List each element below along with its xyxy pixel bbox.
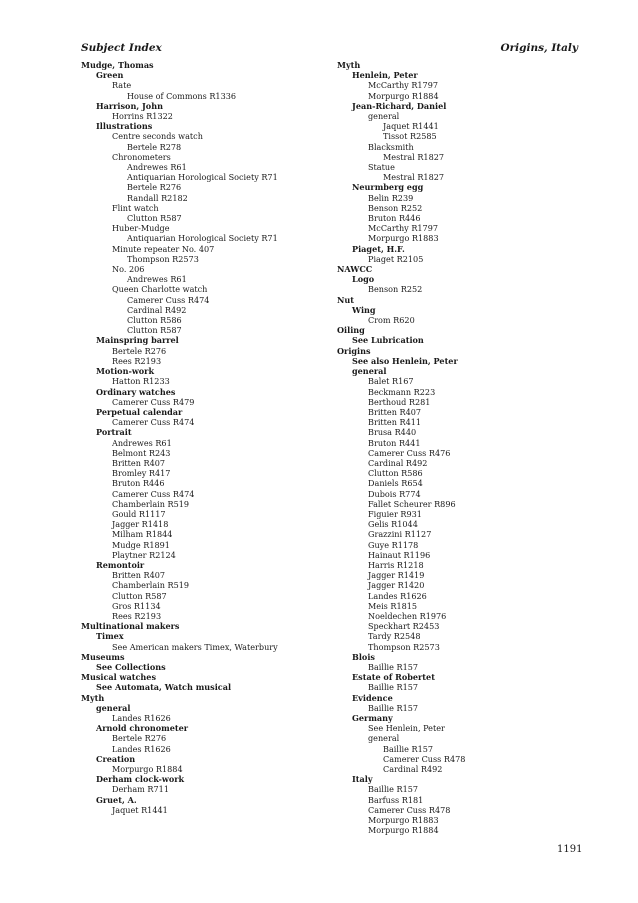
index-entry: See Henlein, Peter — [368, 723, 445, 734]
index-entry: Speckhart R2453 — [368, 621, 440, 632]
index-entry: Belin R239 — [368, 192, 414, 203]
index-heading: Ordinary watches — [96, 386, 176, 397]
index-entry: Baillie R157 — [368, 702, 419, 713]
index-heading: Multinational makers — [81, 621, 180, 632]
index-entry: Chamberlain R519 — [112, 580, 190, 591]
index-heading: See Automata, Watch musical — [96, 682, 232, 693]
index-heading: Harrison, John — [96, 100, 163, 111]
index-entry: Meis R1815 — [368, 600, 418, 611]
index-entry: Gelis R1044 — [368, 519, 418, 530]
index-entry: Clutton R587 — [112, 590, 167, 601]
index-entry: Randall R2182 — [127, 192, 188, 203]
index-entry: Belmont R243 — [112, 447, 171, 458]
index-entry: Harris R1218 — [368, 559, 424, 570]
index-entry: Cardinal R492 — [383, 764, 443, 775]
index-entry: Barfuss R181 — [368, 794, 424, 805]
index-entry: Thompson R2573 — [368, 641, 440, 652]
index-entry: Statue — [368, 162, 395, 173]
index-entry: Chamberlain R519 — [112, 498, 190, 509]
index-entry: Queen Charlotte watch — [112, 284, 208, 295]
index-entry: Antiquarian Horological Society R71 — [127, 233, 278, 244]
index-heading: Remontoir — [96, 559, 145, 570]
index-entry: Guye R1178 — [368, 539, 419, 550]
index-heading: Myth — [337, 60, 361, 70]
index-entry: Tissot R2585 — [383, 131, 437, 142]
index-entry: Bertele R276 — [127, 182, 182, 193]
index-entry: Hainaut R1196 — [368, 549, 431, 560]
index-entry: Bruton R441 — [368, 437, 421, 448]
index-heading: See Collections — [96, 661, 166, 672]
index-entry: Baillie R157 — [368, 661, 419, 672]
index-entry: Baillie R157 — [383, 743, 434, 754]
index-heading: Evidence — [352, 692, 393, 703]
index-entry: Balet R167 — [368, 376, 414, 387]
index-entry: McCarthy R1797 — [368, 80, 439, 91]
index-entry: Beckmann R223 — [368, 386, 436, 397]
index-heading: Timex — [96, 631, 124, 642]
index-entry: Bertele R278 — [127, 141, 182, 152]
index-heading: general — [352, 366, 387, 377]
index-entry: Mudge R1891 — [112, 539, 170, 550]
index-entry: Clutton R586 — [127, 315, 182, 326]
index-heading: Green — [96, 70, 124, 81]
index-entry: Antiquarian Horological Society R71 — [127, 172, 278, 183]
index-entry: Camerer Cuss R474 — [112, 488, 195, 499]
index-heading: general — [96, 702, 131, 713]
index-entry: Morpurgo R1884 — [368, 90, 439, 101]
index-entry: Morpurgo R1883 — [368, 233, 439, 244]
index-entry: Mestral R1827 — [383, 151, 445, 162]
index-heading: Arnold chronometer — [96, 723, 189, 734]
index-entry: Blacksmith — [368, 141, 414, 152]
index-entry: Berthoud R281 — [368, 396, 431, 407]
index-entry: Landes R1626 — [112, 713, 171, 723]
index-heading: See Lubrication — [352, 335, 424, 346]
index-entry: Daniels R654 — [368, 478, 423, 489]
index-entry: Bruton R446 — [112, 478, 165, 489]
index-heading: Museums — [81, 651, 125, 662]
index-entry: Jagger R1419 — [368, 570, 425, 581]
index-entry: Clutton R587 — [127, 213, 182, 224]
index-heading: Motion-work — [96, 366, 155, 377]
index-entry: Rees R2193 — [112, 355, 162, 366]
index-heading: See also Henlein, Peter — [352, 355, 458, 366]
index-heading: Estate of Robertet — [352, 672, 435, 683]
index-entry: Camerer Cuss R479 — [112, 396, 195, 407]
index-heading: Perpetual calendar — [96, 406, 183, 417]
index-entry: Gros R1134 — [112, 600, 161, 611]
index-entry: Morpurgo R1883 — [368, 815, 439, 826]
index-column-right — [337, 60, 587, 835]
index-entry: Piaget R2105 — [368, 253, 424, 264]
index-entry: Centre seconds watch — [112, 131, 203, 142]
running-header-right: Origins, Italy — [500, 42, 578, 54]
index-entry: Horrins R1322 — [112, 111, 173, 122]
index-entry: Mestral R1827 — [383, 172, 445, 183]
index-entry: See American makers Timex, Waterbury — [112, 641, 278, 652]
index-entry: Clutton R587 — [127, 325, 182, 336]
index-entry: Britten R407 — [112, 570, 166, 581]
index-entry: Camerer Cuss R478 — [383, 753, 466, 764]
index-entry: Jagger R1420 — [368, 580, 425, 591]
index-heading: Henlein, Peter — [352, 70, 418, 81]
index-entry: Rees R2193 — [112, 610, 162, 621]
index-entry: Landes R1626 — [112, 743, 171, 754]
index-heading: Piaget, H.F. — [352, 243, 405, 254]
index-entry: Jaquet R1441 — [383, 121, 439, 132]
index-heading: Musical watches — [81, 672, 157, 683]
index-heading: Gruet, A. — [96, 794, 137, 805]
index-entry: Gould R1117 — [112, 508, 166, 519]
index-entry: general — [368, 733, 400, 744]
index-entry: Hatton R1233 — [112, 376, 170, 387]
page-number: 1191 — [557, 844, 583, 855]
index-heading: Italy — [352, 774, 373, 785]
index-entry: Minute repeater No. 407 — [112, 243, 215, 254]
index-entry: Huber-Mudge — [112, 223, 170, 234]
index-entry: Rate — [112, 80, 132, 91]
index-column-left — [81, 60, 331, 815]
index-entry: Thompson R2573 — [127, 253, 199, 264]
index-entry: Britten R407 — [112, 457, 166, 468]
index-entry: Playtner R2124 — [112, 549, 176, 560]
index-heading: Illustrations — [96, 121, 153, 132]
index-heading: Oiling — [337, 325, 365, 336]
index-entry: Fallet Scheurer R896 — [368, 498, 456, 509]
index-heading: Blois — [352, 651, 375, 662]
index-heading: Portrait — [96, 427, 132, 438]
index-entry: Britten R407 — [368, 406, 422, 417]
index-entry: Andrewes R61 — [112, 437, 172, 448]
index-heading: Wing — [352, 304, 376, 315]
index-heading: Nut — [337, 294, 355, 305]
index-entry: Cardinal R492 — [368, 457, 428, 468]
index-heading: Germany — [352, 713, 393, 723]
index-entry: Bertele R276 — [112, 345, 167, 356]
index-entry: McCarthy R1797 — [368, 223, 439, 234]
index-entry: Derham R711 — [112, 784, 169, 795]
index-entry: general — [368, 111, 400, 122]
index-entry: Cardinal R492 — [127, 304, 187, 315]
index-entry: Morpurgo R1884 — [368, 825, 439, 836]
index-entry: Chronometers — [112, 151, 171, 162]
index-entry: Dubois R774 — [368, 488, 421, 499]
index-heading: Derham clock-work — [96, 774, 185, 785]
index-entry: House of Commons R1336 — [127, 90, 237, 101]
index-entry: Clutton R586 — [368, 468, 423, 479]
index-entry: Andrewes R61 — [127, 162, 187, 173]
index-entry: Baillie R157 — [368, 784, 419, 795]
index-entry: Brusa R440 — [368, 427, 417, 438]
index-heading: Logo — [352, 274, 375, 285]
index-entry: Camerer Cuss R476 — [368, 447, 451, 458]
index-entry: Bromley R417 — [112, 468, 171, 479]
index-entry: Camerer Cuss R478 — [368, 804, 451, 815]
index-heading: Jean-Richard, Daniel — [352, 100, 447, 111]
index-heading: Mainspring barrel — [96, 335, 179, 346]
index-entry: Noeldechen R1976 — [368, 610, 447, 621]
index-entry: Baillie R157 — [368, 682, 419, 693]
index-entry: Jagger R1418 — [112, 519, 169, 530]
index-entry: Flint watch — [112, 202, 159, 213]
index-heading: Myth — [81, 692, 105, 703]
index-entry: Benson R252 — [368, 284, 423, 295]
index-entry: Jaquet R1441 — [112, 804, 168, 815]
index-entry: Milham R1844 — [112, 529, 173, 540]
index-entry: Andrewes R61 — [127, 274, 187, 285]
index-heading: Creation — [96, 753, 136, 764]
index-entry: Benson R252 — [368, 202, 423, 213]
index-heading: Origins — [337, 345, 371, 356]
index-entry: Figuier R931 — [368, 508, 422, 519]
index-heading: Neurmberg egg — [352, 182, 424, 193]
index-heading: Mudge, Thomas — [81, 60, 154, 70]
index-entry: Morpurgo R1884 — [112, 764, 183, 775]
index-entry: No. 206 — [112, 264, 145, 275]
index-heading: NAWCC — [337, 264, 373, 275]
index-entry: Bertele R276 — [112, 733, 167, 744]
index-entry: Bruton R446 — [368, 213, 421, 224]
index-entry: Crom R620 — [368, 315, 415, 326]
index-entry: Britten R411 — [368, 417, 422, 428]
index-entry: Grazzini R1127 — [368, 529, 432, 540]
index-entry: Camerer Cuss R474 — [112, 417, 195, 428]
running-header-left: Subject Index — [81, 42, 162, 54]
index-entry: Landes R1626 — [368, 590, 427, 601]
index-entry: Camerer Cuss R474 — [127, 294, 210, 305]
index-entry: Tardy R2548 — [368, 631, 421, 642]
